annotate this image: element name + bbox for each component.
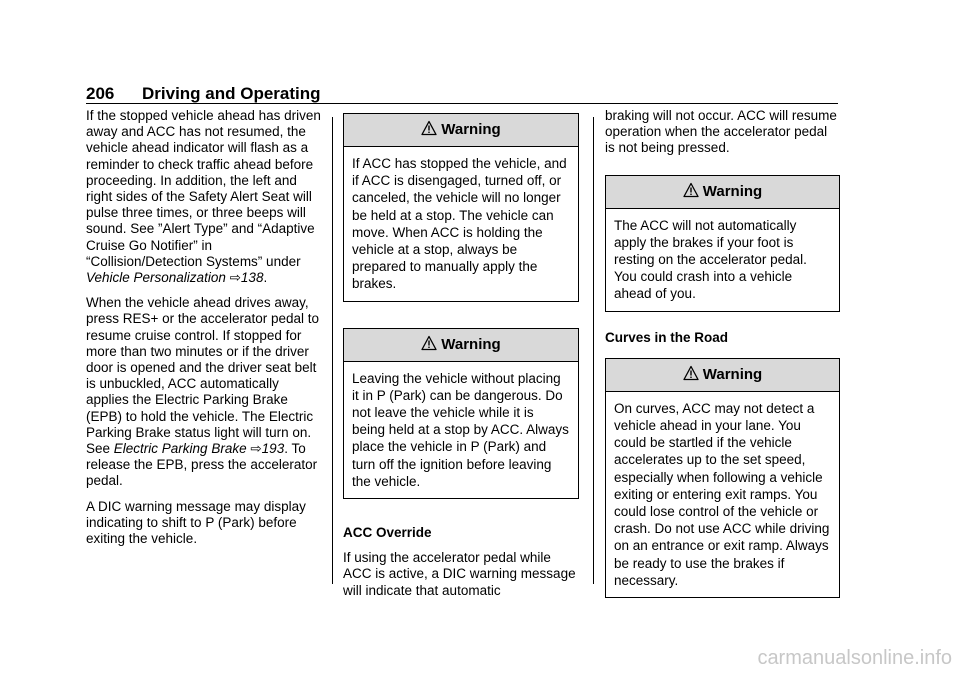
warning-box [343,328,579,499]
paragraph: If the stopped vehicle ahead has driven away and ACC has not resumed, the vehicle ahead indicator will flash as a reminder to check traffic ahead before proceeding. In addition, the left and right sides of the Safety Alert Seat will pulse three times, or three beeps will sound. See ”Alert Type” and “Adaptive Cruise Go Notifier” in “Collision/Detection Systems” under Vehicle Personalization ⇨138. [86,108,321,286]
column-divider [593,117,594,584]
warning-box [605,175,840,312]
warning-title [606,359,839,392]
warning-body: On curves, ACC may not detect a vehicle ahead in your lane. You could be startled if the vehicle accelerates up to the set speed, especially when following a vehicle exiting or entering exit ramps. You could lose control of the vehicle or crash. Do not use ACC while driving on an entrance or exit ramp. Always be ready to use the brakes if necessary. [614,400,830,588]
column-3 [605,108,840,624]
header-rule [86,103,838,104]
paragraph: If using the accelerator pedal while ACC is active, a DIC warning message will indicate that automatic [343,550,576,598]
warning-triangle-icon [683,365,699,381]
subheading: Curves in the Road [605,329,729,345]
paragraph: A DIC warning message may display indicating to shift to P (Park) before exiting the vehicle. [86,498,306,547]
column-1 [86,108,322,556]
cross-reference-link[interactable]: Electric Parking Brake [113,441,247,457]
page-reference[interactable]: 138 [240,270,264,286]
warning-triangle-icon [421,120,437,136]
warning-box [605,358,840,598]
paragraph: braking will not occur. ACC will resume operation when the accelerator pedal is not being pressed. [605,108,837,156]
warning-body: The ACC will not automatically apply the brakes if your foot is resting on the accelerator pedal. You could crash into a vehicle ahead of you. [614,217,807,302]
warning-title-text: Warning [702,365,763,383]
warning-title-text: Warning [441,335,501,353]
warning-title-text: Warning [702,182,763,200]
warning-triangle-icon [421,335,437,351]
page-ref-arrow-icon: ⇨ [229,270,241,286]
page-number: 206 [86,84,115,103]
warning-triangle-icon [683,182,699,198]
page-reference[interactable]: 193 [261,441,285,457]
paragraph [86,295,322,489]
paragraph-text: . To release the EPB, press the accelerator pedal. [86,441,318,489]
page-ref-arrow-icon: ⇨ [250,441,262,457]
column-divider [332,117,333,584]
paragraph-text: If the stopped vehicle ahead has driven away and ACC has not resumed, the vehicle ahead indicator will flash as a reminder to check traffic ahead before proceeding. In addition, the left and right sides of the Safety Alert Seat will pulse three times, or three beeps will sound. See ”Alert Type” and “Adaptive Cruise Go Notifier” in “Collision/Detection Systems” under [86,108,321,269]
subheading: ACC Override [343,525,432,541]
cross-reference-link[interactable]: Vehicle Personalization [86,270,226,286]
section-title: Driving and Operating [142,84,321,103]
watermark: carmanualsonline.info [757,647,952,669]
paragraph-text: When the vehicle ahead drives away, press RES+ or the accelerator pedal to resume cruise control. If stopped for more than two minutes or if the driver door is opened and the driver seat belt is unbuckled, ACC automatically applies the Electric Parking Brake (EPB) to hold the vehicle. The Electric Parking Brake status light will turn on. See [86,295,320,457]
warning-body: Leaving the vehicle without placing it in P (Park) can be dangerous. Do not leave the vehicle while it is being held at a stop by ACC. Always place the vehicle in P (Park) and turn off the ignition before leaving the vehicle. [352,370,569,489]
column-2 [343,113,579,599]
warning-title [344,329,578,362]
warning-title [344,114,578,147]
warning-box [343,113,579,302]
warning-title [606,176,839,209]
warning-body: If ACC has stopped the vehicle, and if ACC is disengaged, turned off, or canceled, the vehicle will no longer be held at a stop. The vehicle can move. When ACC is holding the vehicle at a stop, always be prepared to manually apply the brakes. [352,156,567,292]
warning-title-text: Warning [441,121,501,138]
